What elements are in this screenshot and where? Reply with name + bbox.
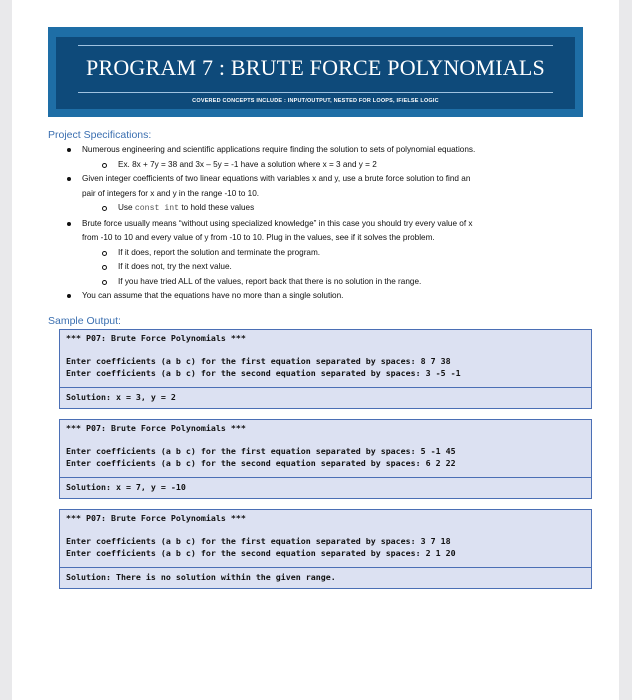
spec-bullet-3-sub-3: If you have tried ALL of the values, report back that there is no solution in the range. — [48, 275, 588, 290]
banner-top-rule — [78, 45, 553, 46]
sample-output-box-3 — [59, 509, 592, 589]
title-banner — [48, 27, 583, 117]
spec-bullet-3-sub-2: If it does not, try the next value. — [48, 260, 588, 275]
sample-1-second-equation: Enter coefficients (a b c) for the second equation separated by spaces: 3 -5 -1 — [66, 368, 461, 378]
spec-bullet-1: Numerous engineering and scientific applications require finding the solution to sets of polynomial equations. — [48, 143, 588, 158]
spec-bullet-2-sub — [48, 201, 588, 217]
const-int-code: const int — [134, 204, 180, 213]
specifications-heading: Project Specifications: — [48, 129, 152, 141]
spec-bullet-2-sub-pre: Use — [118, 203, 133, 212]
document-page — [12, 0, 619, 700]
sample-3-header: *** P07: Brute Force Polynomials *** — [66, 513, 246, 523]
sample-output-box-1 — [59, 329, 592, 409]
spec-bullet-2-line2: pair of integers for x and y in the range -10 to 10. — [82, 188, 260, 198]
spec-bullet-2-sub-post: to hold these values — [181, 203, 255, 212]
sample-output-heading: Sample Output: — [48, 315, 121, 327]
program-title: PROGRAM 7 : BRUTE FORCE POLYNOMIALS — [86, 55, 545, 80]
banner-bottom-rule — [78, 92, 553, 93]
sample-1-solution: Solution: x = 3, y = 2 — [66, 392, 176, 402]
spec-bullet-3-line1: Brute force usually means “without using specialized knowledge” in this case you should try every value of x — [82, 218, 473, 228]
sample-3-first-equation: Enter coefficients (a b c) for the first equation separated by spaces: 3 7 18 — [66, 536, 451, 546]
sample-2-second-equation: Enter coefficients (a b c) for the second equation separated by spaces: 6 2 22 — [66, 458, 456, 468]
sample-2-first-equation: Enter coefficients (a b c) for the first equation separated by spaces: 5 -1 45 — [66, 446, 456, 456]
sample-2-divider — [60, 477, 591, 478]
specifications-list — [48, 143, 588, 304]
sample-2-header: *** P07: Brute Force Polynomials *** — [66, 423, 246, 433]
spec-bullet-3 — [48, 217, 588, 246]
sample-1-divider — [60, 387, 591, 388]
spec-bullet-4: You can assume that the equations have no more than a single solution. — [48, 289, 588, 304]
spec-bullet-3-sub-1: If it does, report the solution and terminate the program. — [48, 246, 588, 261]
sample-2-solution: Solution: x = 7, y = -10 — [66, 482, 186, 492]
sample-output-box-2 — [59, 419, 592, 499]
spec-bullet-2-line1: Given integer coefficients of two linear equations with variables x and y, use a brute force solution to find an — [82, 174, 471, 183]
title-banner-inner — [56, 37, 575, 109]
sample-1-first-equation: Enter coefficients (a b c) for the first equation separated by spaces: 8 7 38 — [66, 356, 451, 366]
sample-1-header: *** P07: Brute Force Polynomials *** — [66, 333, 246, 343]
spec-bullet-2 — [48, 172, 588, 201]
sample-3-solution: Solution: There is no solution within the given range. — [66, 572, 336, 582]
sample-3-second-equation: Enter coefficients (a b c) for the second equation separated by spaces: 2 1 20 — [66, 548, 456, 558]
spec-bullet-3-line2: from -10 to 10 and every value of y from -10 to 10. Plug in the values, see if it solves the problem. — [82, 233, 435, 242]
covered-concepts: COVERED CONCEPTS INCLUDE : INPUT/OUTPUT, NESTED FOR LOOPS, IF/ELSE LOGIC — [192, 98, 439, 104]
sample-3-divider — [60, 567, 591, 568]
spec-bullet-1-sub: Ex. 8x + 7y = 38 and 3x – 5y = -1 have a solution where x = 3 and y = 2 — [48, 158, 588, 173]
